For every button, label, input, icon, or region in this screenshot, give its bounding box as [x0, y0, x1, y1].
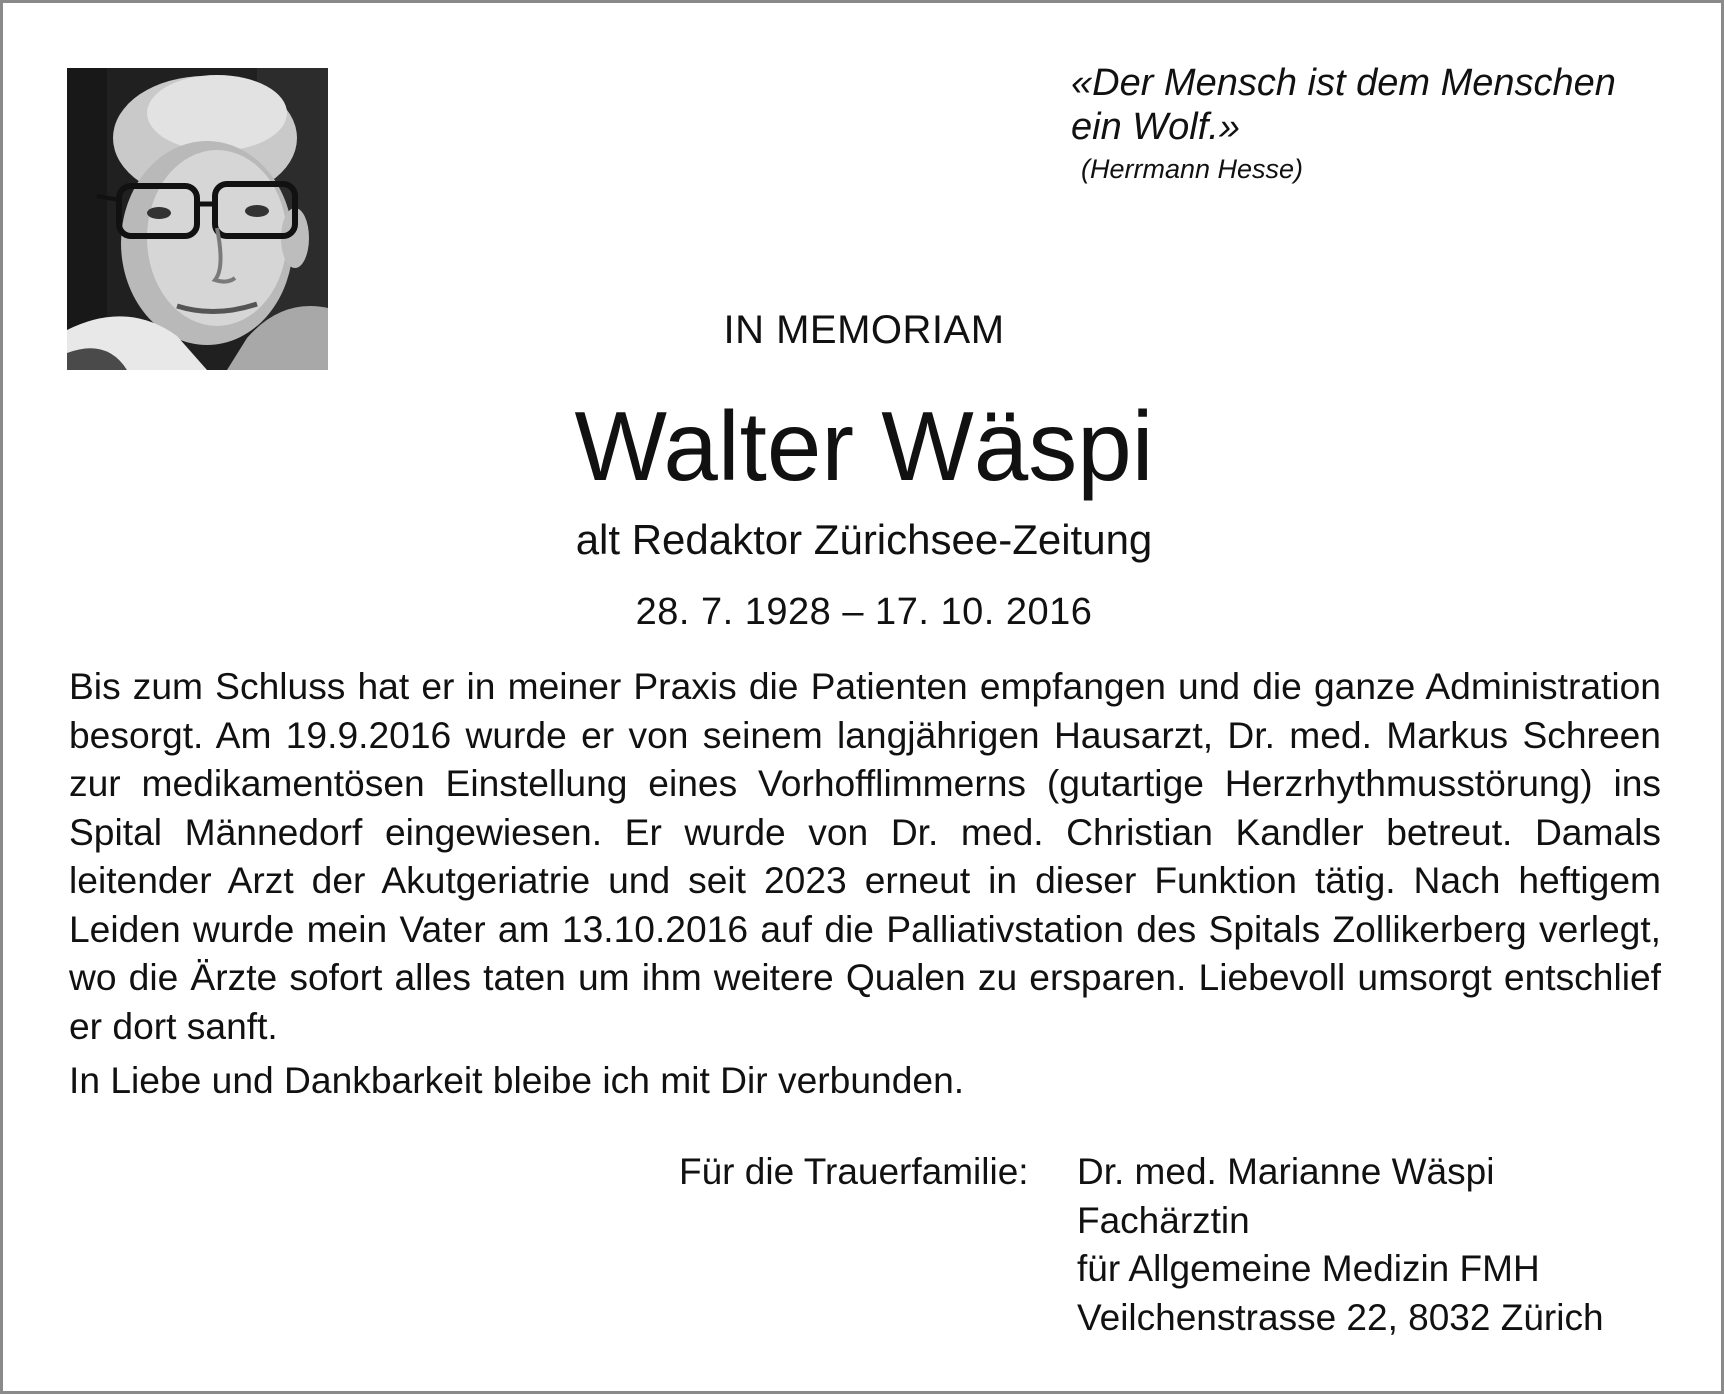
- obituary-body: [69, 662, 1661, 1050]
- signature-line: für Allgemeine Medizin FMH: [1077, 1248, 1540, 1289]
- quote-line: ein Wolf.»: [1071, 106, 1240, 148]
- signature-label: Für die Trauerfamilie:: [679, 1151, 1029, 1192]
- signature-block: [1077, 1148, 1604, 1342]
- life-dates: 28. 7. 1928 – 17. 10. 2016: [635, 591, 1093, 633]
- closing-line: In Liebe und Dankbarkeit bleibe ich mit Dir verbunden.: [69, 1059, 965, 1101]
- epigraph-quote: [1071, 61, 1691, 186]
- signature-line: Dr. med. Marianne Wäspi: [1077, 1151, 1495, 1192]
- deceased-name: Walter Wäspi: [574, 391, 1154, 501]
- quote-line: «Der Mensch ist dem Menschen: [1071, 62, 1616, 104]
- deceased-role: alt Redaktor Zürichsee-Zeitung: [575, 516, 1153, 563]
- in-memoriam-heading: IN MEMORIAM: [723, 308, 1005, 352]
- signature-line: Veilchenstrasse 22, 8032 Zürich: [1077, 1296, 1604, 1338]
- body-paragraph: Bis zum Schluss hat er in meiner Praxis die Patienten empfangen und die ganze Administration besorgt. Am 19.9.2016 wurde er von seinem langjährigen Hausarzt, Dr. med. Markus Schreen zur medikamentösen Einstellung eines Vorhofflimmerns (gutartige Herzrhythmusstörung) ins Spital Männedorf eingewiesen. Er wurde von Dr. med. Christian Kandler betreut. Damals leitender Arzt der Akutgeriatrie und seit 2023 erneut in dieser Funktion tätig. Nach heftigem Leiden wurde mein Vater am 13.10.2016 auf die Palliativstation des Spitals Zollikerberg verlegt, wo die Ärzte sofort alles taten um ihm weitere Qualen zu ersparen. Liebevoll umsorgt entschlief er dort sanft.: [69, 665, 1661, 1047]
- signature-line: Fachärztin: [1077, 1199, 1250, 1241]
- quote-author: (Herrmann Hesse): [1081, 154, 1304, 184]
